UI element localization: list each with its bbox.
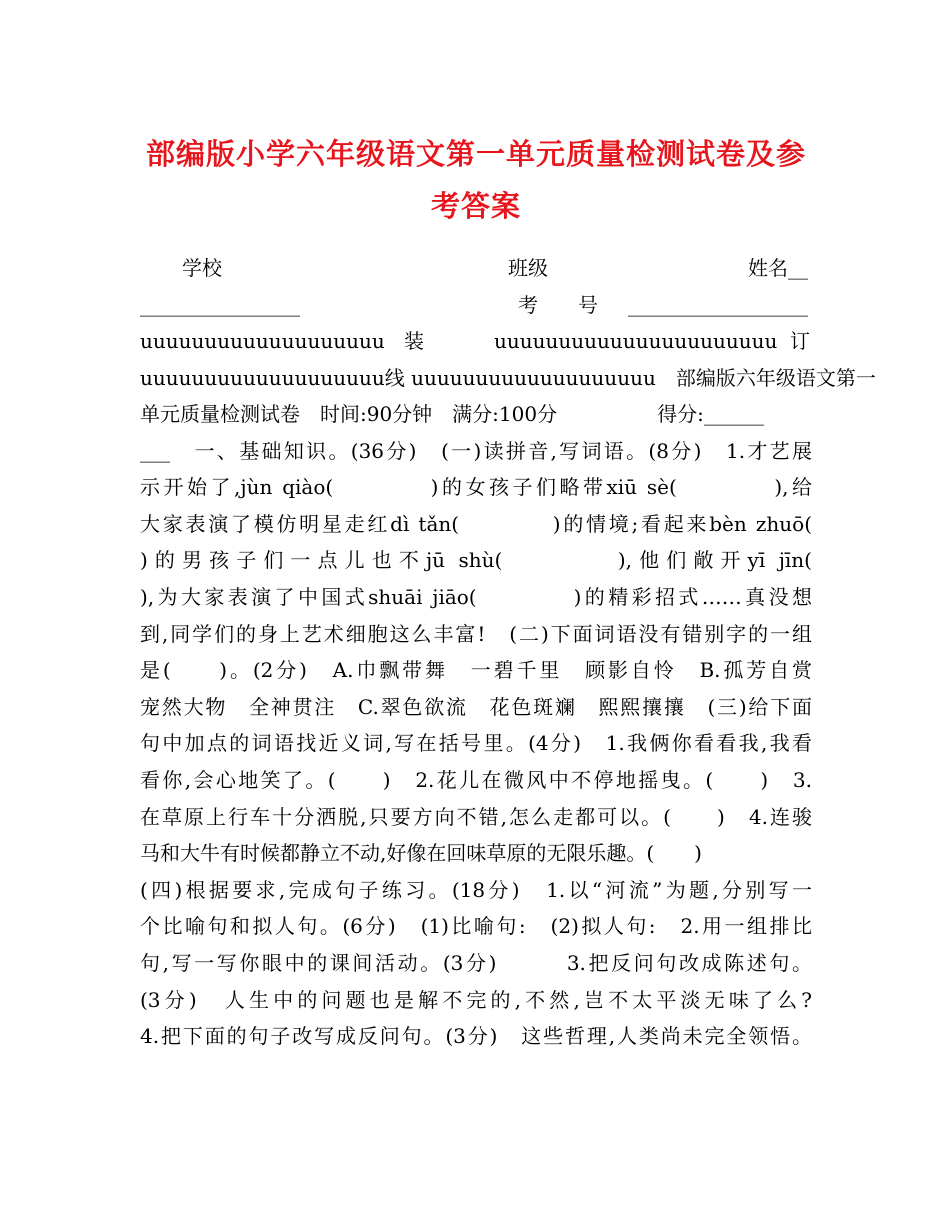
body-line: )的男孩子们一点儿也不jū shù( ),他们敞开yī jīn( <box>140 548 812 573</box>
binding-u-b: uuuuuuuuuuuuuuuuuuuuuu <box>494 329 778 353</box>
body-line: 个比喻句和拟人句。(6分) (1)比喻句: (2)拟人句: 2.用一组排比 <box>140 914 812 939</box>
binding-line-row-1 <box>140 323 812 359</box>
body-line: 大家表演了模仿明星走红dì tǎn( )的情境;看起来bèn zhuō( <box>140 511 812 536</box>
body-line: ),为大家表演了中国式shuāi jiāo( )的精彩招式……真没想 <box>140 585 812 609</box>
body-line: (四)根据要求,完成句子练习。(18分) 1.以“河流”为题,分别写一 <box>140 877 812 902</box>
document-title: 部编版小学六年级语文第一单元质量检测试卷及参考答案 <box>145 137 806 223</box>
body-line: 句中加点的词语找近义词,写在括号里。(4分) 1.我俩你看看我,我看 <box>140 731 812 756</box>
body-line: 是( )。(2分) A.巾飘带舞 一碧千里 顾影自怜 B.孤芳自赏 <box>140 658 812 683</box>
binding-line-row-2: uuuuuuuuuuuuuuuuuuu线 uuuuuuuuuuuuuuuuuuu 部编版六年级语文第一 <box>140 366 876 390</box>
binding-zhuang: 装 <box>404 329 424 353</box>
school-blank: ________________ <box>140 293 300 317</box>
binding-ding: 订 <box>790 329 810 353</box>
body-line: 4.把下面的句子改写成反问句。(3分) 这些哲理,人类尚未完全领悟。 <box>140 1024 812 1049</box>
body-line: 句,写一写你眼中的课间活动。(3分) 3.把反问句改成陈述句。 <box>140 951 812 975</box>
school-label: 学校 <box>182 256 222 280</box>
class-label: 班级 <box>508 256 548 280</box>
body-line: 在草原上行车十分洒脱,只要方向不错,怎么走都可以。( ) 4.连骏 <box>140 804 812 829</box>
binding-u-a: uuuuuuuuuuuuuuuuuuu <box>140 329 385 353</box>
exam-no-blank: __________________ <box>628 293 808 317</box>
body-line: 看你,会心地笑了。( ) 2.花儿在微风中不停地摇曳。( ) 3. <box>140 768 812 792</box>
body-line: 宠然大物 全神贯注 C.翠色欲流 花色斑斓 熙熙攘攘 (三)给下面 <box>140 694 812 719</box>
body-line: 马和大牛有时候都静立不动,好像在回味草原的无限乐趣。( ) <box>140 841 702 866</box>
header-row-2 <box>140 287 812 323</box>
body-line: 到,同学们的身上艺术细胞这么丰富! (二)下面词语没有错别字的一组 <box>140 621 812 646</box>
body-line: 单元质量检测试卷 时间:90分钟 满分:100分 得分:______ <box>140 402 764 426</box>
body-line: ___ 一、基础知识。(36分) (一)读拼音,写词语。(8分) 1.才艺展 <box>140 438 812 463</box>
exam-no-label: 考 号 <box>518 293 598 317</box>
header-row-1 <box>140 250 812 286</box>
body-line: (3分) 人生中的问题也是解不完的,不然,岂不太平淡无味了么? <box>140 987 812 1012</box>
name-label: 姓名__ <box>748 256 808 280</box>
body-line: 示开始了,jùn qiào( )的女孩子们略带xiū sè( ),给 <box>140 475 812 500</box>
